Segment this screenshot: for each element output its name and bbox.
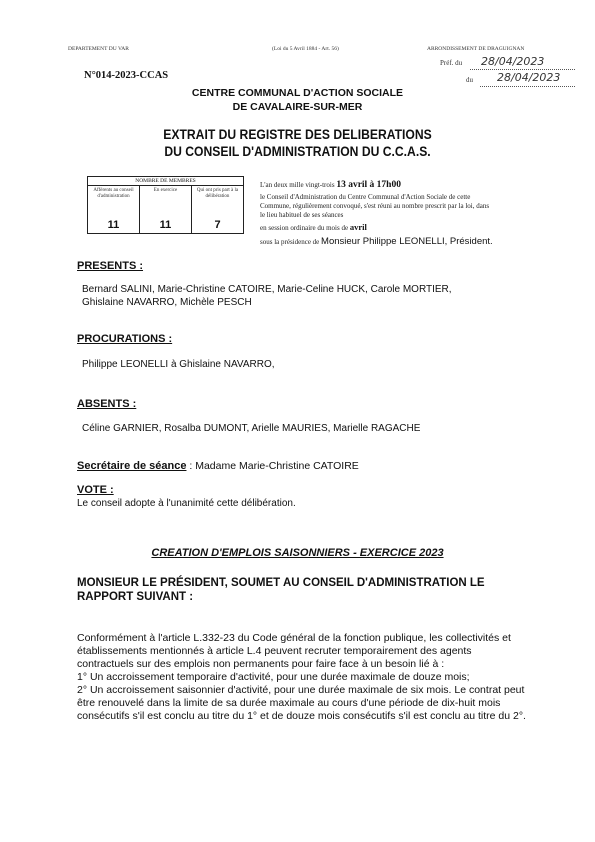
prefecture-label: Préf. du — [440, 59, 463, 67]
absents-list: Céline GARNIER, Rosalba DUMONT, Arielle MAURIES, Marielle RAGACHE — [82, 423, 421, 434]
document-title-line1: EXTRAIT DU REGISTRE DES DELIBERATIONS — [163, 127, 432, 142]
deliberation-subject: CREATION D'EMPLOIS SAISONNIERS - EXERCICE 2023 — [151, 547, 444, 559]
members-table-header: NOMBRE DE MEMBRES — [88, 177, 243, 186]
secretary-name: : Madame Marie-Christine CATOIRE — [189, 460, 359, 472]
preamble-year: L'an deux mille vingt-trois — [260, 181, 335, 189]
report-paragraph: Conformément à l'article L.332-23 du Code général de la fonction publique, les collectivités et établissements mentionnés à article L.4 peuvent recruter temporairement des agents contractuels sur des emplois non permanents pour faire face à un besoin lié à : — [77, 632, 511, 670]
members-column-label: Afférents au conseil d'administration — [93, 188, 134, 199]
presents-heading: PRESENTS : — [77, 260, 144, 272]
president-intro-line1: MONSIEUR LE PRÉSIDENT, SOUMET AU CONSEIL D'ADMINISTRATION LE — [77, 577, 485, 589]
president-name: Monsieur Philippe LEONELLI, Président. — [321, 236, 493, 247]
deliberation-number: N°014-2023-CCAS — [84, 70, 169, 81]
vote-result: Le conseil adopte à l'unanimité cette délibération. — [77, 498, 296, 509]
law-reference: (Loi du 5 Avril 1884 - Art. 56) — [272, 46, 339, 52]
preamble-line5 — [260, 222, 367, 232]
secretary-label: Secrétaire de séance — [77, 460, 187, 472]
members-column — [140, 186, 192, 233]
document-title-line2: DU CONSEIL D'ADMINISTRATION DU C.C.A.S. — [164, 144, 431, 159]
members-column-value: 11 — [107, 219, 120, 231]
session-month: avril — [349, 222, 367, 232]
prefecture-date-line — [470, 69, 575, 70]
procurations-text: Philippe LEONELLI à Ghislaine NAVARRO, — [82, 359, 275, 370]
presents-list-line1: Bernard SALINI, Marie-Christine CATOIRE, Marie-Celine HUCK, Carole MORTIER, — [82, 284, 452, 295]
presidency-label: sous la présidence de — [260, 238, 320, 246]
session-type: en session ordinaire du mois de — [260, 224, 349, 232]
preamble-line1 — [260, 180, 401, 190]
preamble-line4: le lieu habituel de ses séances — [260, 211, 344, 219]
members-column-label: Qui ont pris part à la délibération — [196, 188, 239, 199]
preamble-line2: le Conseil d'Administration du Centre Communal d'Action Sociale de cette — [260, 193, 471, 201]
procurations-heading: PROCURATIONS : — [77, 333, 173, 345]
president-intro-line2: RAPPORT SUIVANT : — [77, 591, 194, 603]
organization-city: DE CAVALAIRE-SUR-MER — [232, 101, 363, 113]
session-date: 13 avril à 17h00 — [336, 180, 401, 190]
report-body — [77, 632, 527, 723]
members-column — [192, 186, 243, 233]
members-column-value: 11 — [159, 219, 172, 231]
arrondissement-label: ARRONDISSEMENT DE DRAGUIGNAN — [427, 46, 525, 52]
organization-name: CENTRE COMMUNAL D'ACTION SOCIALE — [191, 87, 404, 99]
report-paragraph: 1° Un accroissement temporaire d'activité, pour une durée maximale de douze mois; — [77, 671, 470, 683]
members-column-value: 7 — [214, 219, 221, 231]
secretary-line — [77, 460, 359, 472]
members-column-label: En exercice — [153, 188, 178, 193]
presents-list-line2: Ghislaine NAVARRO, Michèle PESCH — [82, 297, 252, 308]
preamble-line6 — [260, 236, 493, 247]
members-column — [88, 186, 140, 233]
returned-date: 28/04/2023 — [497, 71, 561, 84]
members-table — [87, 176, 244, 234]
prefecture-date: 28/04/2023 — [481, 55, 545, 68]
returned-label: du — [466, 76, 473, 84]
absents-heading: ABSENTS : — [77, 398, 137, 410]
report-paragraph: 2° Un accroissement saisonnier d'activité, pour une durée maximale de six mois. Le contrat peut être renouvelé dans la limite de sa durée maximale au cours d'une période de dix-huit mois consécutifs s'il est conclu au titre du 1° et de douze mois consécutifs s'il est conclu au titre du 2°. — [77, 684, 526, 722]
preamble-line3: Commune, régulièrement convoqué, s'est réuni au nombre prescrit par la loi, dans — [260, 202, 490, 210]
department-label: DEPARTEMENT DU VAR — [68, 46, 129, 52]
vote-heading: VOTE : — [77, 484, 114, 496]
